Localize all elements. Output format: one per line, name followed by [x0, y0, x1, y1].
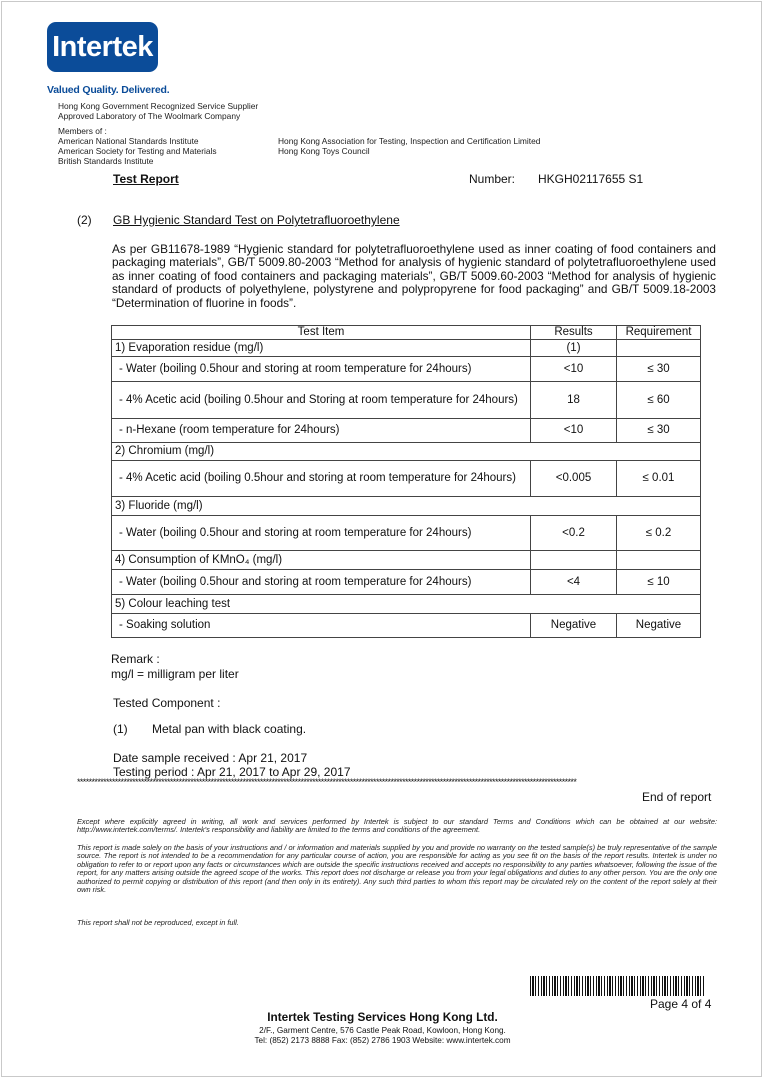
- requirement-cell: Negative: [617, 614, 701, 638]
- requirement-cell: ≤ 0.2: [617, 516, 701, 551]
- footer-address: 2/F., Garment Centre, 576 Castle Peak Road, Kowloon, Hong Kong.: [259, 1026, 506, 1035]
- table-row: [112, 595, 701, 614]
- table-row: [112, 516, 701, 551]
- result-cell: <4: [531, 570, 617, 595]
- requirement-cell: ≤ 30: [617, 357, 701, 382]
- test-item: 4) Consumption of KMnO₄ (mg/l): [112, 551, 531, 570]
- requirement-cell: ≤ 60: [617, 382, 701, 419]
- footer-contact: Tel: (852) 2173 8888 Fax: (852) 2786 1903 Website: www.intertek.com: [254, 1036, 511, 1045]
- test-item: - 4% Acetic acid (boiling 0.5hour and Storing at room temperature for 24hours): [112, 382, 531, 419]
- table-row: [112, 340, 701, 357]
- page-number: Page 4 of 4: [650, 997, 712, 1011]
- accreditation-block: [58, 101, 258, 121]
- result-cell: <10: [531, 357, 617, 382]
- table-row: [112, 419, 701, 443]
- test-item: - 4% Acetic acid (boiling 0.5hour and storing at room temperature for 24hours): [112, 461, 531, 497]
- report-number: HKGH02117655 S1: [538, 172, 644, 186]
- test-item: - Water (boiling 0.5hour and storing at room temperature for 24hours): [112, 516, 531, 551]
- component-index: (1): [113, 722, 128, 736]
- component-description: Metal pan with black coating.: [152, 722, 307, 736]
- report-title: [113, 172, 179, 186]
- test-item: 3) Fluoride (mg/l): [112, 497, 701, 516]
- header-requirement: Requirement: [617, 326, 701, 340]
- table-row: [112, 497, 701, 516]
- members-right: [278, 136, 540, 156]
- requirement-cell: ≤ 30: [617, 419, 701, 443]
- end-of-report: End of report: [642, 790, 712, 804]
- test-item: 1) Evaporation residue (mg/l): [112, 340, 531, 357]
- test-item: 2) Chromium (mg/l): [112, 443, 701, 461]
- footer-company: Intertek Testing Services Hong Kong Ltd.: [267, 1010, 498, 1024]
- member-item: British Standards Institute: [58, 156, 154, 166]
- result-cell: <0.005: [531, 461, 617, 497]
- testing-period: Testing period : Apr 21, 2017 to Apr 29, 2017: [113, 765, 351, 779]
- report-title-text: Test Report: [113, 172, 179, 186]
- result-cell: 18: [531, 382, 617, 419]
- table-header-row: [112, 326, 701, 340]
- test-item: - Water (boiling 0.5hour and storing at room temperature for 24hours): [112, 570, 531, 595]
- result-cell: Negative: [531, 614, 617, 638]
- requirement-cell: ≤ 0.01: [617, 461, 701, 497]
- table-row: [112, 551, 701, 570]
- table-row: [112, 357, 701, 382]
- section-title: GB Hygienic Standard Test on Polytetrafluoroethylene: [113, 213, 400, 227]
- table-row: [112, 382, 701, 419]
- table-row: [112, 443, 701, 461]
- test-item: 5) Colour leaching test: [112, 595, 701, 614]
- table-row: [112, 570, 701, 595]
- members-label: Members of :: [58, 126, 107, 136]
- report-number-label: Number:: [469, 172, 516, 186]
- requirement-cell: ≤ 10: [617, 570, 701, 595]
- disclaimer-terms: Except where explicitly agreed in writing, all work and services performed by Intertek is subject to our standard Terms and Conditions which can be obtained at our website: http://www.intertek.com/terms/. Intertek's responsibility and liability are limited to the terms and conditions of the agreement.: [77, 817, 717, 835]
- result-cell: [531, 551, 617, 570]
- result-cell: (1): [531, 340, 617, 357]
- section-index: (2): [77, 213, 92, 227]
- result-cell: <0.2: [531, 516, 617, 551]
- barcode: [530, 976, 706, 996]
- accreditation-line-1: Hong Kong Government Recognized Service Supplier: [58, 101, 259, 111]
- requirement-cell: [617, 551, 701, 570]
- disclaimer-reproduction: This report shall not be reproduced, except in full.: [77, 918, 239, 927]
- table-row: [112, 614, 701, 638]
- member-item: Hong Kong Toys Council: [278, 146, 370, 156]
- test-item: - Soaking solution: [112, 614, 531, 638]
- tested-component-label: Tested Component :: [113, 696, 221, 710]
- table-row: [112, 461, 701, 497]
- test-item: - n-Hexane (room temperature for 24hours): [112, 419, 531, 443]
- result-cell: <10: [531, 419, 617, 443]
- remark-text: mg/l = milligram per liter: [111, 667, 239, 681]
- remark-label: Remark :: [111, 652, 160, 666]
- requirement-cell: [617, 340, 701, 357]
- accreditation-line-2: Approved Laboratory of The Woolmark Company: [58, 111, 241, 121]
- members-left: [58, 126, 217, 166]
- member-item: American National Standards Institute: [58, 136, 199, 146]
- header-test-item: Test Item: [112, 326, 531, 340]
- test-item: - Water (boiling 0.5hour and storing at room temperature for 24hours): [112, 357, 531, 382]
- header-results: Results: [531, 326, 617, 340]
- member-item: Hong Kong Association for Testing, Inspection and Certification Limited: [278, 136, 541, 146]
- disclaimer-liability: This report is made solely on the basis of your instructions and / or information and materials supplied by you and provide no warranty on the tested sample(s) be truly representative of the sample source. The report is not intended to be a recommendation for any particular course of action, you are responsible for acting as you see fit on the basis of the report results. Intertek is under no obligation to refer to or report upon any facts or circumstances which are outside the specific instructions received and accepts no responsibility to any parties whatsoever, following the issue of the report, for any matters arising outside the agreed scope of the works. This report does not discharge or release you from your legal obligations and duties to any other person. You are the only one authorized to permit copying or distribution of this report (and then only in its entirety). Any such third parties to whom this report may be circulated rely on the content of the report solely at their own risk.: [77, 843, 717, 895]
- section-intro: As per GB11678-1989 “Hygienic standard for polytetrafluoroethylene used as inner coating of food containers and packaging materials”, GB/T 5009.80-2003 “Method for analysis of hygienic standard of polytetrafluoroethylene used as inner coating of food containers and packaging materials”, GB/T 5009.60-2003 “Method for analysis of hygienic standard of products of polyethylene, polystyrene and polypropyrene for food packaging” and GB/T 5009.18-2003 “Determination of fluorine in foods”.: [112, 242, 716, 310]
- intertek-logo: Intertek: [47, 22, 158, 72]
- results-table: [111, 325, 701, 638]
- date-received: Date sample received : Apr 21, 2017: [113, 751, 308, 765]
- brand-tagline: Valued Quality. Delivered.: [47, 84, 170, 96]
- separator-stars: ****************************************************************************************************************************************************************************: [77, 778, 577, 787]
- member-item: American Society for Testing and Materials: [58, 146, 217, 156]
